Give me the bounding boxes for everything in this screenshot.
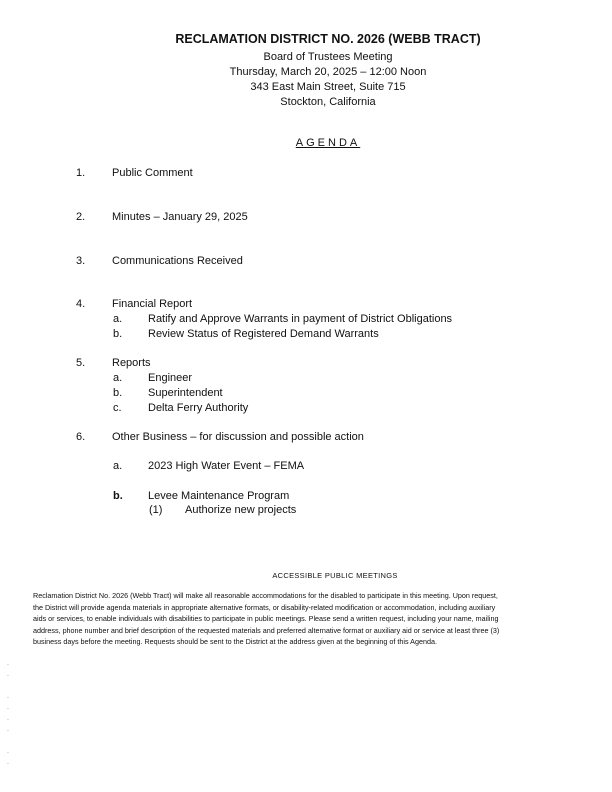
- item-number: 2.: [76, 211, 86, 223]
- accessible-meetings-heading: ACCESSIBLE PUBLIC MEETINGS: [272, 571, 398, 580]
- subsubitem-text: Authorize new projects: [185, 504, 297, 516]
- subitem-text: Delta Ferry Authority: [148, 402, 249, 414]
- item-number: 3.: [76, 255, 86, 267]
- subitem-text: 2023 High Water Event – FEMA: [148, 460, 305, 472]
- subitem-text: Superintendent: [148, 387, 223, 399]
- subitem-number: b.: [113, 490, 123, 502]
- notice-line: address, phone number and brief description of the requested materials and preferred alternative format or auxiliary aid or service at least three (3): [33, 625, 500, 635]
- item-text: Public Comment: [112, 167, 193, 179]
- item-number: 1.: [76, 167, 86, 179]
- item-number: 5.: [76, 357, 86, 369]
- item-text: Minutes – January 29, 2025: [112, 211, 248, 223]
- margin-dots: · · · · · · · ·: [7, 662, 9, 767]
- subitem-text: Engineer: [148, 372, 193, 384]
- subitem-text: Review Status of Registered Demand Warrants: [148, 328, 379, 340]
- notice-line: aids or services, to enable individuals with disabilities to participate in public meetings. Please send a written request, including your name, mailing: [33, 614, 499, 623]
- meeting-datetime: Thursday, March 20, 2025 – 12:00 Noon: [229, 66, 427, 78]
- subitem-number: b.: [113, 328, 123, 340]
- item-text: Financial Report: [112, 298, 193, 310]
- item-number: 6.: [76, 431, 86, 443]
- notice-line: Reclamation District No. 2026 (Webb Tract) will make all reasonable accommodations for the disabled to participate in this meeting. Upon request,: [33, 591, 498, 600]
- accessibility-notice: [33, 590, 612, 648]
- item-text: Reports: [112, 357, 151, 369]
- subitem-number: a.: [113, 460, 123, 472]
- notice-line: the District will provide agenda materials in appropriate alternative formats, or disability-related modification or accommodation, including auxiliary: [33, 602, 496, 612]
- subitem-text: Ratify and Approve Warrants in payment of District Obligations: [148, 313, 453, 325]
- subitem-number: a.: [113, 372, 123, 384]
- subitem-number: b.: [113, 387, 123, 399]
- item-text: Communications Received: [112, 255, 243, 267]
- notice-line: business days before the meeting. Requests should be sent to the District at the address given at the beginning of this Agenda.: [33, 637, 437, 646]
- meeting-name: Board of Trustees Meeting: [263, 51, 393, 63]
- meeting-address: 343 East Main Street, Suite 715: [250, 81, 406, 93]
- subitem-number: a.: [113, 313, 123, 325]
- agenda-heading: AGENDA: [295, 137, 361, 149]
- subitem-text: Levee Maintenance Program: [148, 490, 290, 502]
- district-title: RECLAMATION DISTRICT NO. 2026 (WEBB TRACT): [175, 32, 481, 46]
- subitem-number: c.: [113, 402, 122, 414]
- meeting-city: Stockton, California: [280, 96, 376, 108]
- item-number: 4.: [76, 298, 86, 310]
- subsubitem-number: (1): [149, 504, 163, 516]
- item-text: Other Business – for discussion and possible action: [112, 431, 364, 443]
